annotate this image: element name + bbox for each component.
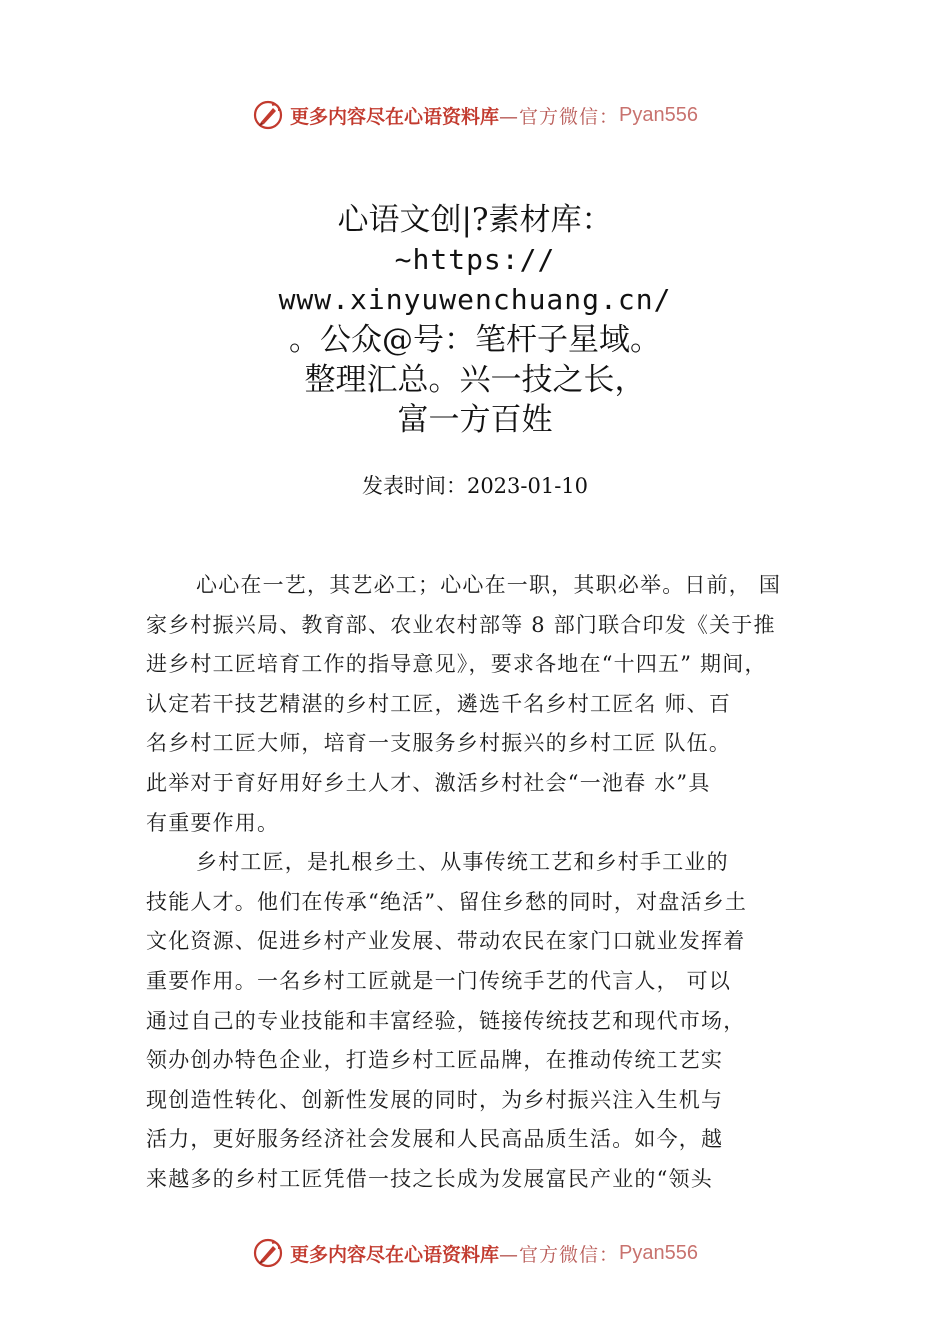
text-line: 家乡村振兴局、教育部、农业农村部等 8 部门联合印发《关于推	[146, 612, 776, 637]
text-line: 认定若干技艺精湛的乡村工匠，遴选千名乡村工匠名 师、百	[146, 691, 732, 716]
text-line: 通过自己的专业技能和丰富经验，链接传统技艺和现代市场，	[146, 1008, 746, 1033]
header-banner	[0, 95, 950, 135]
title-line: 富一方百姓	[397, 402, 553, 438]
pen-logo-icon	[252, 1237, 284, 1269]
text-line: 进乡村工匠培育工作的指导意见》，要求各地在“十四五” 期间，	[146, 652, 767, 677]
text-line: 来越多的乡村工匠凭借一技之长成为发展富民产业的“领头	[146, 1166, 713, 1191]
text-line: 名乡村工匠大师，培育一支服务乡村振兴的乡村工匠 队伍。	[146, 731, 732, 756]
title-line: 整理汇总。兴一技之长，	[304, 362, 646, 398]
text-line: 此举对于育好用好乡土人才、激活乡村社会“一池春 水”具	[146, 770, 711, 795]
document-title	[0, 200, 950, 440]
banner-main-text: 更多内容尽在心语资料库	[290, 1243, 500, 1266]
banner-sub-text: —官方微信：	[499, 105, 620, 128]
title-line: www.xinyuwenchuang.cn/	[278, 283, 672, 316]
article-body	[146, 566, 846, 1200]
title-line: 。公众@号：笔杆子星域。	[289, 322, 661, 358]
title-line: ~https://	[394, 243, 556, 276]
text-line: 文化资源、促进乡村产业发展、带动农民在家门口就业发挥着	[146, 929, 746, 954]
text-line: 技能人才。他们在传承“绝活”、留住乡愁的同时，对盘活乡土	[146, 889, 748, 914]
text-line: 有重要作用。	[146, 810, 280, 835]
title-line: 心语文创|?素材库：	[337, 202, 613, 238]
text-line: 心心在一艺，其艺必工；心心在一职，其职必举。日前， 国	[196, 573, 782, 597]
banner-wechat-id: Pyan556	[619, 1241, 698, 1264]
paragraph	[146, 843, 846, 1199]
text-line: 领办创办特色企业，打造乡村工匠品牌，在推动传统工艺实	[146, 1048, 724, 1073]
banner-wechat-id: Pyan556	[619, 103, 698, 126]
paragraph	[146, 566, 846, 843]
banner-main-text: 更多内容尽在心语资料库	[290, 105, 500, 128]
text-line: 重要作用。一名乡村工匠就是一门传统手艺的代言人， 可以	[146, 968, 732, 993]
publish-time: 发表时间：2023-01-10	[361, 474, 589, 498]
footer-banner	[0, 1233, 950, 1273]
text-line: 现创造性转化、创新性发展的同时，为乡村振兴注入生机与	[146, 1087, 724, 1112]
banner-sub-text: —官方微信：	[499, 1243, 620, 1266]
text-line: 乡村工匠，是扎根乡土、从事传统工艺和乡村手工业的	[196, 850, 729, 875]
pen-logo-icon	[252, 99, 284, 131]
text-line: 活力，更好服务经济社会发展和人民高品质生活。如今，越	[146, 1127, 724, 1152]
